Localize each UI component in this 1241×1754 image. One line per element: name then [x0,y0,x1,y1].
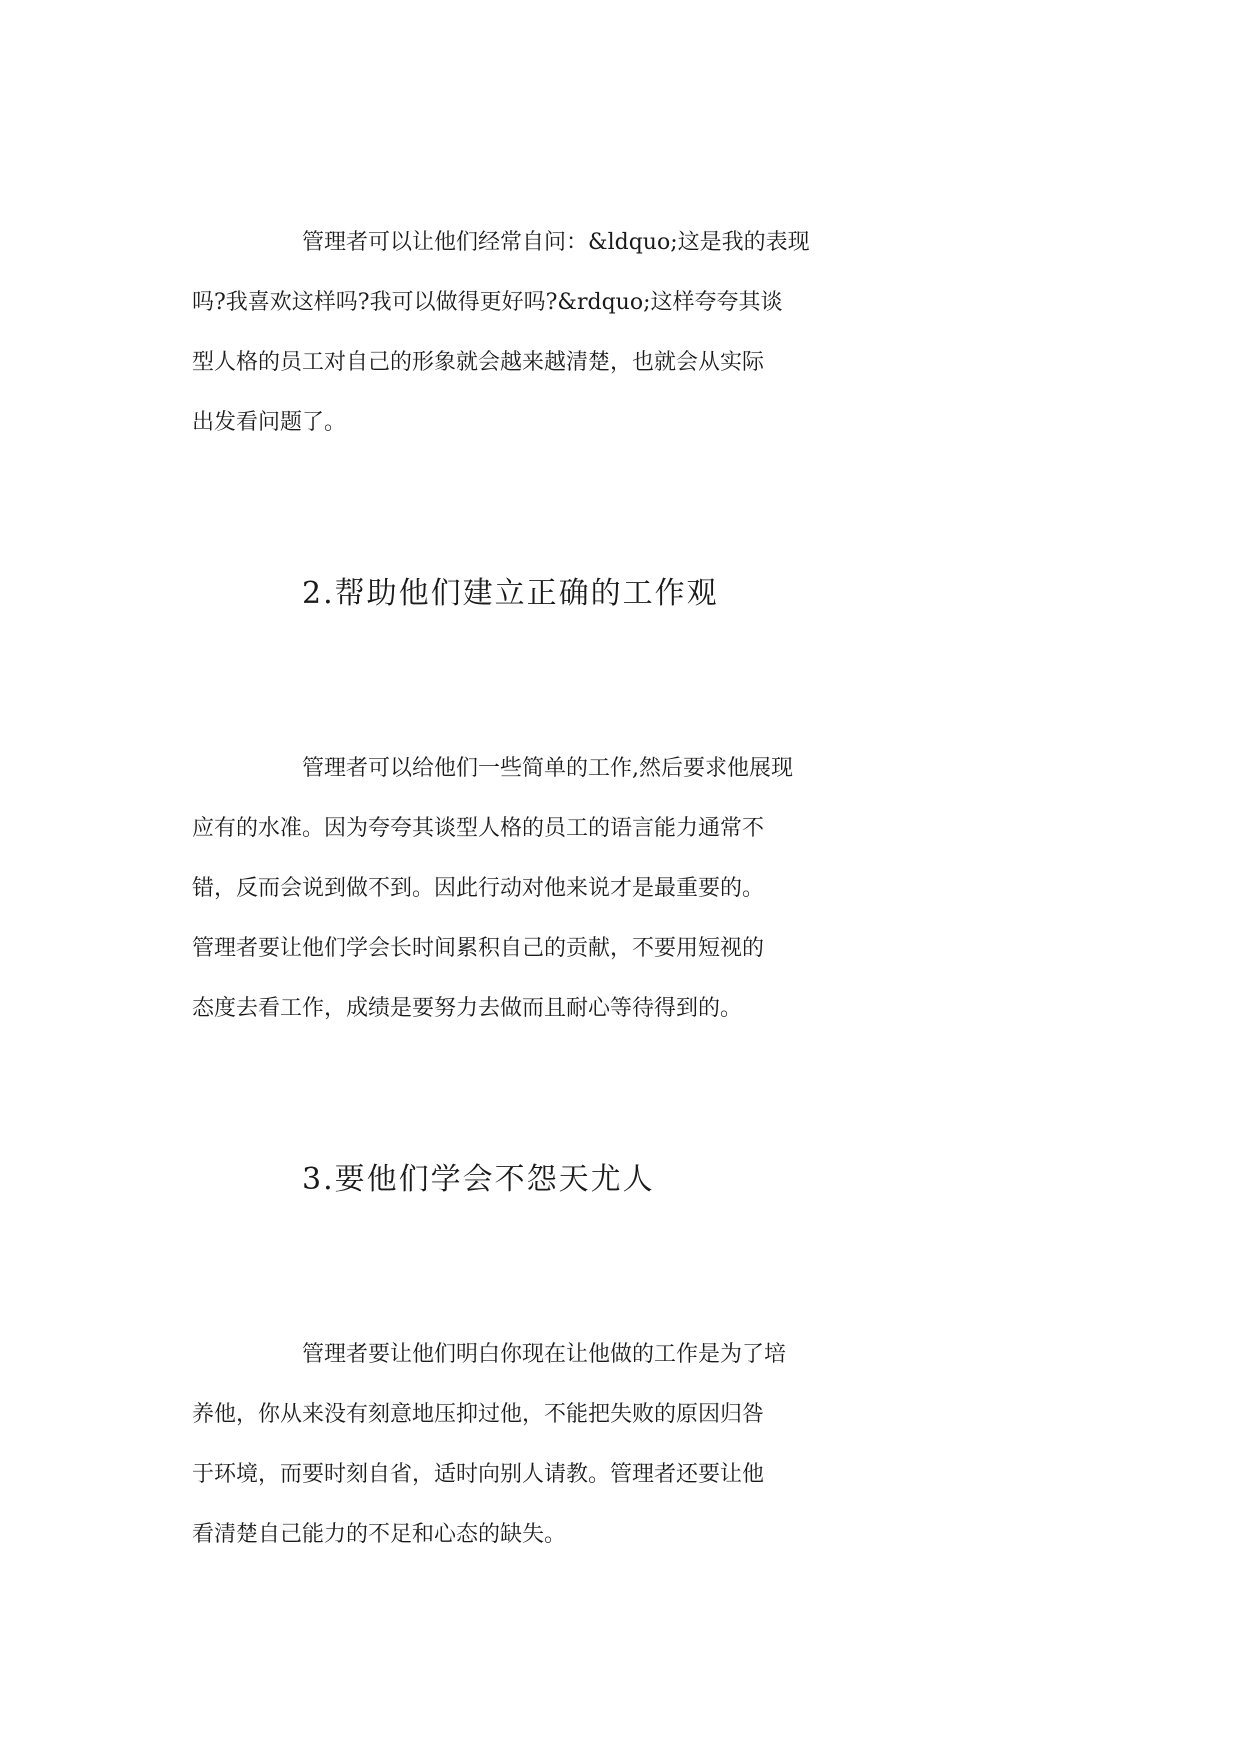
paragraph-line: 养他，你从来没有刻意地压抑过他，不能把失败的原因归咎 [192,1402,765,1427]
paragraph-line: 管理者可以让他们经常自问：&ldquo;这是我的表现 [302,230,810,255]
paragraph-line: 管理者可以给他们一些简单的工作,然后要求他展现 [302,756,793,781]
paragraph-line: 于环境，而要时刻自省，适时向别人请教。管理者还要让他 [192,1462,765,1487]
paragraph-line: 管理者要让他们明白你现在让他做的工作是为了培 [302,1342,787,1367]
paragraph-2 [192,739,1052,1039]
paragraph-line: 管理者要让他们学会长时间累积自己的贡献，不要用短视的 [192,936,765,961]
paragraph-3 [192,1325,1052,1565]
paragraph-line: 态度去看工作，成绩是要努力去做而且耐心等待得到的。 [192,996,743,1021]
paragraph-1 [192,213,1052,453]
section-heading-3: 3.要他们学会不怨天尤人 [302,1162,655,1197]
paragraph-line: 吗?我喜欢这样吗?我可以做得更好吗?&rdquo;这样夸夸其谈 [192,290,783,315]
paragraph-line: 错，反而会说到做不到。因此行动对他来说才是最重要的。 [192,876,765,901]
paragraph-line: 出发看问题了。 [192,410,347,435]
section-heading-2: 2.帮助他们建立正确的工作观 [302,576,719,611]
paragraph-line: 应有的水准。因为夸夸其谈型人格的员工的语言能力通常不 [192,816,765,841]
paragraph-line: 看清楚自己能力的不足和心态的缺失。 [192,1522,567,1547]
paragraph-line: 型人格的员工对自己的形象就会越来越清楚，也就会从实际 [192,350,765,375]
